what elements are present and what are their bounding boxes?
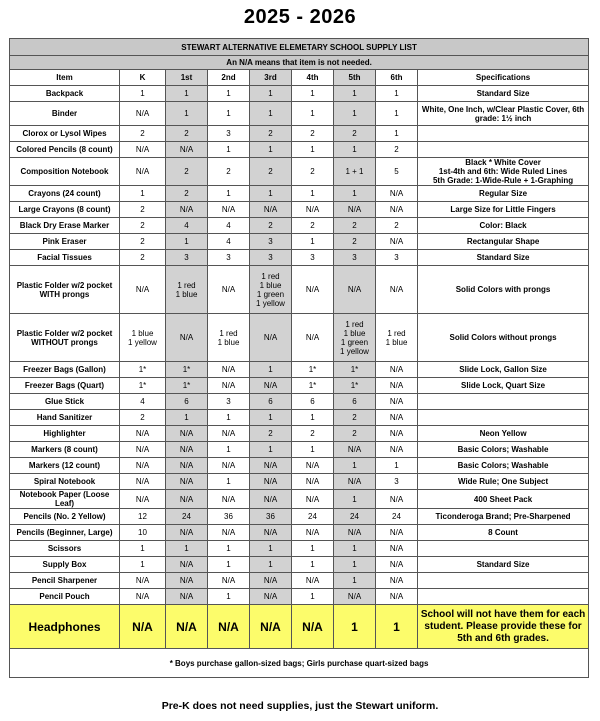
spec-cell: Slide Lock, Gallon Size bbox=[418, 362, 589, 378]
qty-cell: 1 bbox=[334, 86, 376, 102]
qty-cell: 2 bbox=[120, 202, 166, 218]
qty-cell: N/A bbox=[250, 458, 292, 474]
qty-cell: 1* bbox=[334, 378, 376, 394]
qty-cell: N/A bbox=[208, 525, 250, 541]
qty-cell: 1 bbox=[166, 86, 208, 102]
header-k: K bbox=[120, 70, 166, 86]
header-row bbox=[10, 70, 589, 86]
qty-cell: 1 bbox=[120, 86, 166, 102]
qty-cell: 1 bbox=[208, 557, 250, 573]
qty-cell: 3 bbox=[208, 394, 250, 410]
qty-cell: 1* bbox=[334, 362, 376, 378]
qty-cell: 2 bbox=[376, 218, 418, 234]
item-name: Scissors bbox=[10, 541, 120, 557]
header-1st: 1st bbox=[166, 70, 208, 86]
qty-cell: 1 bbox=[292, 410, 334, 426]
item-name: Markers (12 count) bbox=[10, 458, 120, 474]
qty-cell: N/A bbox=[376, 186, 418, 202]
qty-cell: N/A bbox=[166, 142, 208, 158]
qty-cell: 1 bbox=[208, 102, 250, 126]
table-subtitle: An N/A means that item is not needed. bbox=[10, 56, 589, 70]
qty-cell: 2 bbox=[292, 126, 334, 142]
qty-cell: 1* bbox=[166, 378, 208, 394]
qty-cell: N/A bbox=[376, 557, 418, 573]
qty-cell: N/A bbox=[120, 426, 166, 442]
qty-cell: 1 bbox=[292, 102, 334, 126]
qty-cell: 2 bbox=[334, 426, 376, 442]
qty-cell: 1 bbox=[334, 573, 376, 589]
table-row-freezer-bags-quart bbox=[10, 378, 589, 394]
table-row-plastic-folder-w-2-pocket-with-prongs bbox=[10, 266, 589, 314]
qty-cell: 6 bbox=[250, 394, 292, 410]
qty-cell: N/A bbox=[292, 525, 334, 541]
qty-cell: 1 bbox=[250, 541, 292, 557]
qty-cell: N/A bbox=[120, 573, 166, 589]
qty-cell: 36 bbox=[250, 509, 292, 525]
header-5th: 5th bbox=[334, 70, 376, 86]
spec-cell: Standard Size bbox=[418, 250, 589, 266]
qty-cell: N/A bbox=[334, 266, 376, 314]
spec-cell: Basic Colors; Washable bbox=[418, 458, 589, 474]
item-name: Pencils (No. 2 Yellow) bbox=[10, 509, 120, 525]
qty-cell: N/A bbox=[376, 589, 418, 605]
table-row-glue-stick bbox=[10, 394, 589, 410]
qty-cell: 1 bbox=[334, 557, 376, 573]
qty-cell: N/A bbox=[376, 394, 418, 410]
qty-cell: N/A bbox=[120, 589, 166, 605]
spec-cell bbox=[418, 142, 589, 158]
table-row-facial-tissues bbox=[10, 250, 589, 266]
qty-cell: 36 bbox=[208, 509, 250, 525]
item-name: Plastic Folder w/2 pocket WITHOUT prongs bbox=[10, 314, 120, 362]
item-name: Backpack bbox=[10, 86, 120, 102]
qty-cell: 1 bbox=[292, 142, 334, 158]
item-name: Freezer Bags (Quart) bbox=[10, 378, 120, 394]
qty-cell: N/A bbox=[292, 490, 334, 509]
table-row-spiral-notebook bbox=[10, 474, 589, 490]
spec-cell bbox=[418, 394, 589, 410]
qty-cell: 1 bbox=[166, 541, 208, 557]
qty-cell: N/A bbox=[120, 458, 166, 474]
qty-cell: N/A bbox=[250, 589, 292, 605]
qty-cell: 3 bbox=[208, 250, 250, 266]
table-row-pencil-pouch bbox=[10, 589, 589, 605]
qty-cell: N/A bbox=[292, 266, 334, 314]
qty-cell: 1 bbox=[250, 142, 292, 158]
table-row-headphones bbox=[10, 605, 589, 649]
table-row-crayons-24-count bbox=[10, 186, 589, 202]
qty-cell: N/A bbox=[334, 202, 376, 218]
qty-cell: 1 bbox=[208, 474, 250, 490]
qty-cell: 1 bbox=[120, 186, 166, 202]
spec-cell: 400 Sheet Pack bbox=[418, 490, 589, 509]
table-row-plastic-folder-w-2-pocket-without-prongs bbox=[10, 314, 589, 362]
qty-cell: 1 red 1 blue bbox=[376, 314, 418, 362]
qty-cell: 24 bbox=[292, 509, 334, 525]
qty-cell: 1 bbox=[376, 126, 418, 142]
qty-cell: N/A bbox=[376, 442, 418, 458]
qty-cell: N/A bbox=[166, 589, 208, 605]
spec-cell bbox=[418, 126, 589, 142]
qty-cell: N/A bbox=[208, 573, 250, 589]
table-title: STEWART ALTERNATIVE ELEMETARY SCHOOL SUPPLY LIST bbox=[10, 39, 589, 56]
qty-cell: N/A bbox=[166, 442, 208, 458]
qty-cell: N/A bbox=[334, 525, 376, 541]
spec-cell: Basic Colors; Washable bbox=[418, 442, 589, 458]
table-row-pencil-sharpener bbox=[10, 573, 589, 589]
spec-cell: Wide Rule; One Subject bbox=[418, 474, 589, 490]
qty-cell: N/A bbox=[250, 378, 292, 394]
qty-cell: 6 bbox=[292, 394, 334, 410]
qty-cell: N/A bbox=[376, 490, 418, 509]
qty-cell: 2 bbox=[120, 250, 166, 266]
qty-cell: 1 bbox=[292, 234, 334, 250]
spec-cell: School will not have them for each student. Please provide these for 5th and 6th grades. bbox=[418, 605, 589, 649]
qty-cell: 1 bbox=[208, 410, 250, 426]
table-row-composition-notebook bbox=[10, 158, 589, 186]
spec-cell bbox=[418, 573, 589, 589]
table-row-freezer-bags-gallon bbox=[10, 362, 589, 378]
table-row-notebook-paper-loose-leaf bbox=[10, 490, 589, 509]
qty-cell: 1 bbox=[376, 458, 418, 474]
qty-cell: 3 bbox=[166, 250, 208, 266]
item-name: Pencils (Beginner, Large) bbox=[10, 525, 120, 541]
qty-cell: N/A bbox=[208, 426, 250, 442]
spec-cell: Ticonderoga Brand; Pre-Sharpened bbox=[418, 509, 589, 525]
qty-cell: 1 bbox=[120, 541, 166, 557]
qty-cell: 1 bbox=[334, 102, 376, 126]
qty-cell: 4 bbox=[208, 218, 250, 234]
qty-cell: 1 bbox=[250, 442, 292, 458]
qty-cell: 1 blue 1 yellow bbox=[120, 314, 166, 362]
table-row-colored-pencils-8-count bbox=[10, 142, 589, 158]
qty-cell: 3 bbox=[376, 250, 418, 266]
qty-cell: 2 bbox=[208, 158, 250, 186]
qty-cell: N/A bbox=[120, 490, 166, 509]
spec-cell: White, One Inch, w/Clear Plastic Cover, 6th grade: 1½ inch bbox=[418, 102, 589, 126]
qty-cell: 3 bbox=[250, 234, 292, 250]
table-row-supply-box bbox=[10, 557, 589, 573]
qty-cell: N/A bbox=[166, 474, 208, 490]
item-name: Glue Stick bbox=[10, 394, 120, 410]
item-name: Hand Sanitizer bbox=[10, 410, 120, 426]
qty-cell: 1 bbox=[292, 442, 334, 458]
qty-cell: 1 bbox=[292, 557, 334, 573]
qty-cell: N/A bbox=[376, 573, 418, 589]
qty-cell: N/A bbox=[334, 474, 376, 490]
qty-cell: 24 bbox=[376, 509, 418, 525]
item-name: Pencil Pouch bbox=[10, 589, 120, 605]
qty-cell: 1 bbox=[292, 186, 334, 202]
qty-cell: 1 red 1 blue bbox=[208, 314, 250, 362]
qty-cell: 2 bbox=[120, 234, 166, 250]
qty-cell: N/A bbox=[166, 458, 208, 474]
spec-cell: Solid Colors without prongs bbox=[418, 314, 589, 362]
qty-cell: 1 bbox=[166, 102, 208, 126]
item-name: Crayons (24 count) bbox=[10, 186, 120, 202]
qty-cell: 4 bbox=[166, 218, 208, 234]
qty-cell: N/A bbox=[292, 474, 334, 490]
qty-cell: N/A bbox=[334, 442, 376, 458]
qty-cell: 3 bbox=[334, 250, 376, 266]
qty-cell: 1 + 1 bbox=[334, 158, 376, 186]
spec-cell bbox=[418, 410, 589, 426]
spec-cell: Solid Colors with prongs bbox=[418, 266, 589, 314]
qty-cell: 1 bbox=[250, 102, 292, 126]
supply-table bbox=[9, 38, 589, 678]
qty-cell: N/A bbox=[120, 142, 166, 158]
qty-cell: N/A bbox=[376, 202, 418, 218]
qty-cell: 1* bbox=[120, 378, 166, 394]
qty-cell: 1 bbox=[166, 234, 208, 250]
qty-cell: 1 bbox=[208, 442, 250, 458]
page-title: 2025 - 2026 bbox=[243, 6, 357, 28]
item-name: Colored Pencils (8 count) bbox=[10, 142, 120, 158]
item-name: Binder bbox=[10, 102, 120, 126]
qty-cell: N/A bbox=[208, 378, 250, 394]
table-row-backpack bbox=[10, 86, 589, 102]
spec-cell: Neon Yellow bbox=[418, 426, 589, 442]
qty-cell: N/A bbox=[208, 362, 250, 378]
item-name: Freezer Bags (Gallon) bbox=[10, 362, 120, 378]
qty-cell: 2 bbox=[120, 126, 166, 142]
item-name: Pink Eraser bbox=[10, 234, 120, 250]
qty-cell: 3 bbox=[250, 250, 292, 266]
qty-cell: N/A bbox=[292, 314, 334, 362]
table-row-markers-12-count bbox=[10, 458, 589, 474]
qty-cell: N/A bbox=[208, 202, 250, 218]
qty-cell: 2 bbox=[166, 186, 208, 202]
item-name: Supply Box bbox=[10, 557, 120, 573]
qty-cell: N/A bbox=[292, 202, 334, 218]
qty-cell: N/A bbox=[166, 490, 208, 509]
qty-cell: 1 bbox=[292, 589, 334, 605]
qty-cell: 2 bbox=[376, 142, 418, 158]
item-name: Headphones bbox=[10, 605, 120, 649]
qty-cell: 2 bbox=[250, 218, 292, 234]
item-name: Composition Notebook bbox=[10, 158, 120, 186]
table-row-pencils-beginner-large bbox=[10, 525, 589, 541]
qty-cell: 1* bbox=[166, 362, 208, 378]
spec-cell bbox=[418, 541, 589, 557]
footnote: * Boys purchase gallon-sized bags; Girls purchase quart-sized bags bbox=[10, 649, 589, 678]
qty-cell: 6 bbox=[334, 394, 376, 410]
qty-cell: 1 bbox=[208, 86, 250, 102]
qty-cell: N/A bbox=[208, 458, 250, 474]
qty-cell: N/A bbox=[120, 266, 166, 314]
qty-cell: 1 bbox=[334, 605, 376, 649]
qty-cell: 4 bbox=[120, 394, 166, 410]
qty-cell: N/A bbox=[376, 362, 418, 378]
qty-cell: N/A bbox=[250, 605, 292, 649]
qty-cell: N/A bbox=[166, 525, 208, 541]
header-2nd: 2nd bbox=[208, 70, 250, 86]
qty-cell: 2 bbox=[334, 218, 376, 234]
qty-cell: 1* bbox=[292, 378, 334, 394]
qty-cell: N/A bbox=[208, 605, 250, 649]
qty-cell: N/A bbox=[166, 605, 208, 649]
table-row-large-crayons-8-count bbox=[10, 202, 589, 218]
spec-cell bbox=[418, 589, 589, 605]
qty-cell: 2 bbox=[250, 158, 292, 186]
qty-cell: N/A bbox=[376, 266, 418, 314]
qty-cell: 1 bbox=[208, 541, 250, 557]
qty-cell: N/A bbox=[376, 525, 418, 541]
qty-cell: 1 bbox=[292, 541, 334, 557]
qty-cell: N/A bbox=[292, 605, 334, 649]
spec-cell: Black * White Cover 1st-4th and 6th: Wide Ruled Lines 5th Grade: 1-Wide-Rule + 1-Graphing bbox=[418, 158, 589, 186]
qty-cell: 24 bbox=[166, 509, 208, 525]
header-specifications: Specifications bbox=[418, 70, 589, 86]
qty-cell: 1 red 1 blue 1 green 1 yellow bbox=[334, 314, 376, 362]
qty-cell: 1 bbox=[250, 86, 292, 102]
qty-cell: N/A bbox=[166, 557, 208, 573]
qty-cell: 1* bbox=[120, 362, 166, 378]
spec-cell: Standard Size bbox=[418, 86, 589, 102]
qty-cell: N/A bbox=[166, 573, 208, 589]
table-row-black-dry-erase-marker bbox=[10, 218, 589, 234]
qty-cell: N/A bbox=[376, 234, 418, 250]
qty-cell: 1 red 1 blue 1 green 1 yellow bbox=[250, 266, 292, 314]
item-name: Pencil Sharpener bbox=[10, 573, 120, 589]
spec-cell: Large Size for Little Fingers bbox=[418, 202, 589, 218]
qty-cell: 2 bbox=[120, 410, 166, 426]
qty-cell: 12 bbox=[120, 509, 166, 525]
spec-cell: Rectangular Shape bbox=[418, 234, 589, 250]
qty-cell: N/A bbox=[166, 426, 208, 442]
table-row-highlighter bbox=[10, 426, 589, 442]
qty-cell: 1 bbox=[334, 186, 376, 202]
qty-cell: 1 bbox=[208, 186, 250, 202]
qty-cell: N/A bbox=[376, 426, 418, 442]
qty-cell: 2 bbox=[292, 218, 334, 234]
spec-cell: Slide Lock, Quart Size bbox=[418, 378, 589, 394]
spec-cell: 8 Count bbox=[418, 525, 589, 541]
qty-cell: N/A bbox=[376, 410, 418, 426]
qty-cell: N/A bbox=[120, 442, 166, 458]
header-6th: 6th bbox=[376, 70, 418, 86]
header-4th: 4th bbox=[292, 70, 334, 86]
qty-cell: 10 bbox=[120, 525, 166, 541]
qty-cell: 1 bbox=[250, 186, 292, 202]
qty-cell: 3 bbox=[292, 250, 334, 266]
header-item: Item bbox=[10, 70, 120, 86]
qty-cell: N/A bbox=[208, 490, 250, 509]
spec-cell: Regular Size bbox=[418, 186, 589, 202]
item-name: Plastic Folder w/2 pocket WITH prongs bbox=[10, 266, 120, 314]
table-row-clorox-or-lysol-wipes bbox=[10, 126, 589, 142]
qty-cell: N/A bbox=[120, 102, 166, 126]
qty-cell: N/A bbox=[292, 573, 334, 589]
qty-cell: 2 bbox=[250, 426, 292, 442]
qty-cell: 6 bbox=[166, 394, 208, 410]
qty-cell: 4 bbox=[208, 234, 250, 250]
qty-cell: 2 bbox=[334, 126, 376, 142]
spec-cell: Standard Size bbox=[418, 557, 589, 573]
qty-cell: 1 bbox=[334, 541, 376, 557]
qty-cell: 1 bbox=[334, 458, 376, 474]
table-row-markers-8-count bbox=[10, 442, 589, 458]
footnote-row bbox=[10, 649, 589, 678]
qty-cell: 3 bbox=[208, 126, 250, 142]
qty-cell: 1 bbox=[376, 605, 418, 649]
qty-cell: N/A bbox=[166, 202, 208, 218]
qty-cell: 1 bbox=[120, 557, 166, 573]
qty-cell: 1 bbox=[334, 490, 376, 509]
qty-cell: 24 bbox=[334, 509, 376, 525]
table-row-pink-eraser bbox=[10, 234, 589, 250]
qty-cell: 1 bbox=[292, 86, 334, 102]
qty-cell: N/A bbox=[250, 314, 292, 362]
item-name: Notebook Paper (Loose Leaf) bbox=[10, 490, 120, 509]
qty-cell: 1 bbox=[376, 102, 418, 126]
qty-cell: N/A bbox=[120, 474, 166, 490]
qty-cell: 2 bbox=[292, 426, 334, 442]
item-name: Large Crayons (8 count) bbox=[10, 202, 120, 218]
qty-cell: 5 bbox=[376, 158, 418, 186]
qty-cell: 1 bbox=[250, 410, 292, 426]
qty-cell: N/A bbox=[208, 266, 250, 314]
qty-cell: N/A bbox=[250, 474, 292, 490]
item-name: Black Dry Erase Marker bbox=[10, 218, 120, 234]
qty-cell: 2 bbox=[120, 218, 166, 234]
header-3rd: 3rd bbox=[250, 70, 292, 86]
item-name: Highlighter bbox=[10, 426, 120, 442]
spec-cell: Color: Black bbox=[418, 218, 589, 234]
table-row-scissors bbox=[10, 541, 589, 557]
item-name: Clorox or Lysol Wipes bbox=[10, 126, 120, 142]
item-name: Facial Tissues bbox=[10, 250, 120, 266]
table-row-pencils-no-2-yellow bbox=[10, 509, 589, 525]
qty-cell: N/A bbox=[250, 525, 292, 541]
qty-cell: N/A bbox=[376, 541, 418, 557]
qty-cell: N/A bbox=[250, 490, 292, 509]
qty-cell: 2 bbox=[292, 158, 334, 186]
qty-cell: 1 red 1 blue bbox=[166, 266, 208, 314]
item-name: Markers (8 count) bbox=[10, 442, 120, 458]
qty-cell: N/A bbox=[250, 202, 292, 218]
table-row-hand-sanitizer bbox=[10, 410, 589, 426]
qty-cell: N/A bbox=[292, 458, 334, 474]
qty-cell: 1 bbox=[208, 589, 250, 605]
qty-cell: N/A bbox=[166, 314, 208, 362]
qty-cell: 1 bbox=[250, 362, 292, 378]
qty-cell: N/A bbox=[120, 158, 166, 186]
qty-cell: N/A bbox=[120, 605, 166, 649]
qty-cell: 1 bbox=[166, 410, 208, 426]
qty-cell: 1 bbox=[334, 142, 376, 158]
qty-cell: 1 bbox=[250, 557, 292, 573]
qty-cell: 2 bbox=[166, 158, 208, 186]
qty-cell: 2 bbox=[334, 234, 376, 250]
qty-cell: 1 bbox=[208, 142, 250, 158]
table-row-binder bbox=[10, 102, 589, 126]
qty-cell: 2 bbox=[334, 410, 376, 426]
bottom-note: Pre-K does not need supplies, just the Stewart uniform. bbox=[161, 700, 439, 712]
qty-cell: 2 bbox=[250, 126, 292, 142]
qty-cell: N/A bbox=[250, 573, 292, 589]
item-name: Spiral Notebook bbox=[10, 474, 120, 490]
qty-cell: 3 bbox=[376, 474, 418, 490]
qty-cell: N/A bbox=[376, 378, 418, 394]
qty-cell: 1 bbox=[376, 86, 418, 102]
qty-cell: 1* bbox=[292, 362, 334, 378]
qty-cell: N/A bbox=[334, 589, 376, 605]
qty-cell: 2 bbox=[166, 126, 208, 142]
